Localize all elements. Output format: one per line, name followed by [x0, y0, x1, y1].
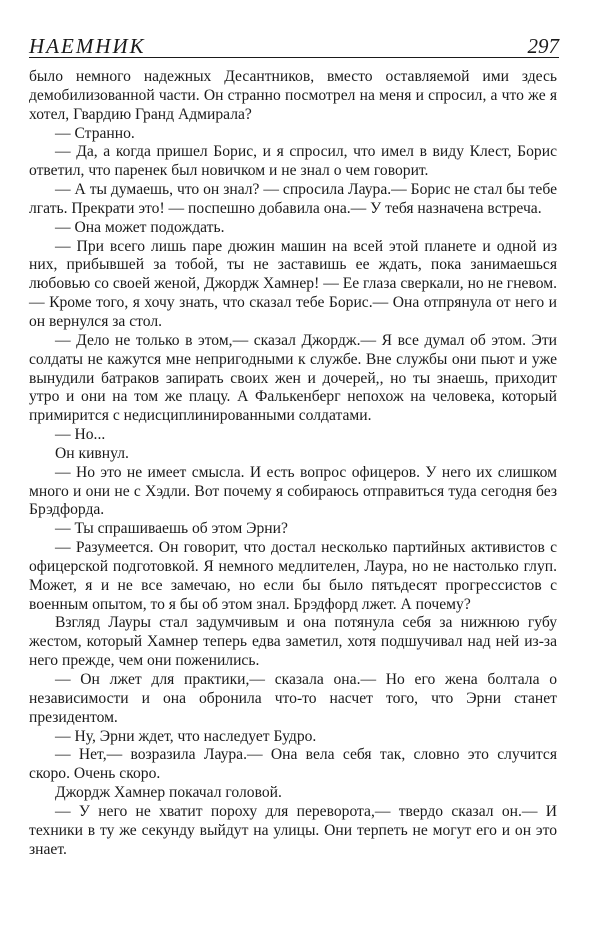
paragraph-18: — У него не хватит пороху для переворота,— твердо сказал он.— И техники в ту же секунду выйдут на улицы. Они терпеть не могут его и он это знает.	[29, 802, 557, 858]
paragraph-5: — Она может подождать.	[55, 218, 225, 236]
header-rule	[29, 57, 559, 58]
paragraph-4: — А ты думаешь, что он знал? — спросила Лаура.— Борис не стал бы тебе лгать. Прекрати это! — поспешно добавила она.— У тебя назначена встреча.	[29, 181, 557, 217]
page-header	[29, 30, 559, 58]
paragraph-1: было немного надежных Десантников, вместо оставляемой ими здесь демобилизованной части. Он странно посмотрел на меня и спросил, а что же я хотел, Гвардию Гранд Адмирала?	[29, 68, 557, 123]
paragraph-2: — Странно.	[55, 124, 135, 142]
page-body	[29, 68, 557, 859]
paragraph-15: — Ну, Эрни ждет, что наследует Будро.	[55, 727, 317, 745]
paragraph-8: — Но...	[55, 426, 106, 444]
paragraph-12: — Разумеется. Он говорит, что достал несколько партийных активистов с офицерской подготовкой. Я немного медлителен, Лаура, но не настолько глуп. Может, я и не все замечаю, но если бы было пятьдесят прогрессистов с военным опытом, то я бы об этом знал. Брэдфорд лжет. А почему?	[29, 539, 557, 613]
paragraph-9: Он кивнул.	[55, 444, 129, 462]
paragraph-10: — Но это не имеет смысла. И есть вопрос офицеров. У него их слишком много и они не с Хэдли. Вот почему я собираюсь отправиться туда сегодня без Брэдфорда.	[29, 463, 557, 519]
paragraph-16: — Нет,— возразила Лаура.— Она вела себя так, словно это случится скоро. Очень скоро.	[29, 746, 557, 783]
paragraph-11: — Ты спрашиваешь об этом Эрни?	[55, 520, 288, 538]
running-title: НАЕМНИК	[29, 34, 146, 58]
paragraph-14: — Он лжет для практики,— сказала она.— Но его жена болтала о независимости и она обронила что-то насчет того, что Эрни станет президентом.	[29, 671, 557, 726]
page-number: 297	[527, 34, 559, 58]
paragraph-3: — Да, а когда пришел Борис, и я спросил, что имел в виду Клест, Борис ответил, что паренек был новичком и не знал о чем говорит.	[29, 143, 557, 180]
paragraph-6: — При всего лишь паре дюжин машин на всей этой планете и одной из них, прибывшей за тобой, ты не заставишь ее ждать, пока занимаешься любовью со своей женой, Джордж Хамнер! — Ее глаза сверкали, но не гневом.— Кроме того, я хочу знать, что сказал тебе Борис.— Она отпрянула от него и он вернулся за стол.	[29, 237, 557, 330]
paragraph-7: — Дело не только в этом,— сказал Джордж.— Я все думал об этом. Эти солдаты не кажутся мне непригодными к службе. Вне службы они пьют и уже вынудили батраков запирать своих жен и дочерей,, но ты знаешь, приходит утро и они на том же плацу. А Фалькенберг непохож на человека, который примирится с недисциплинированными солдатами.	[29, 331, 557, 425]
paragraph-13: Взгляд Лауры стал задумчивым и она потянула себя за нижнюю губу жестом, который Хамнер теперь едва заметил, хотя подшучивал над ней из-за него прежде, чем они поженились.	[29, 614, 557, 670]
paragraph-17: Джордж Хамнер покачал головой.	[55, 784, 282, 802]
